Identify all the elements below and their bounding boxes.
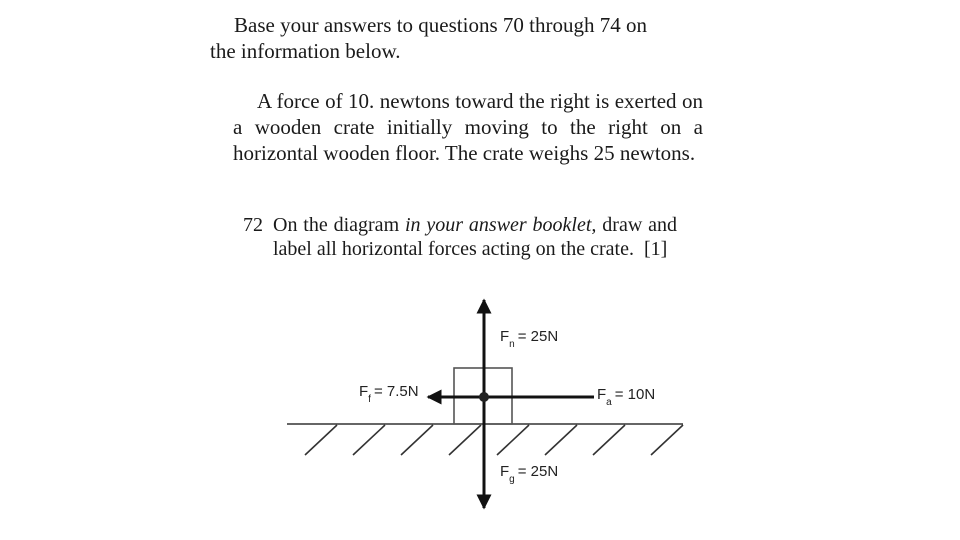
question-credit: [1] [643,238,668,260]
center-dot [479,392,489,402]
question-text-after: draw and label all horizontal forces acting on the crate. [273,214,678,260]
normal-force-label: $F_n = 25N$ [500,328,559,350]
applied-force-label: $F_a = 10N$ [597,386,656,408]
intro-line-1: Base your answers to questions 70 through 74 on [234,13,647,37]
intro-line-2: the information below. [210,39,401,63]
friction-force-label: $F_f = 7.5N$ [359,383,419,405]
question-text-italic: in your answer booklet, [404,214,597,236]
problem-paragraph: A force of 10. newtons toward the right is exerted on a wooden crate initially moving to the right on a horizontal wooden floor. The crate weighs 25 newtons. [233,89,703,165]
question-number: 72 [243,214,263,236]
gravity-force-label: $F_g = 25N$ [500,463,559,485]
floor-hatching [305,425,683,455]
question-text-before: On the diagram [273,214,400,236]
